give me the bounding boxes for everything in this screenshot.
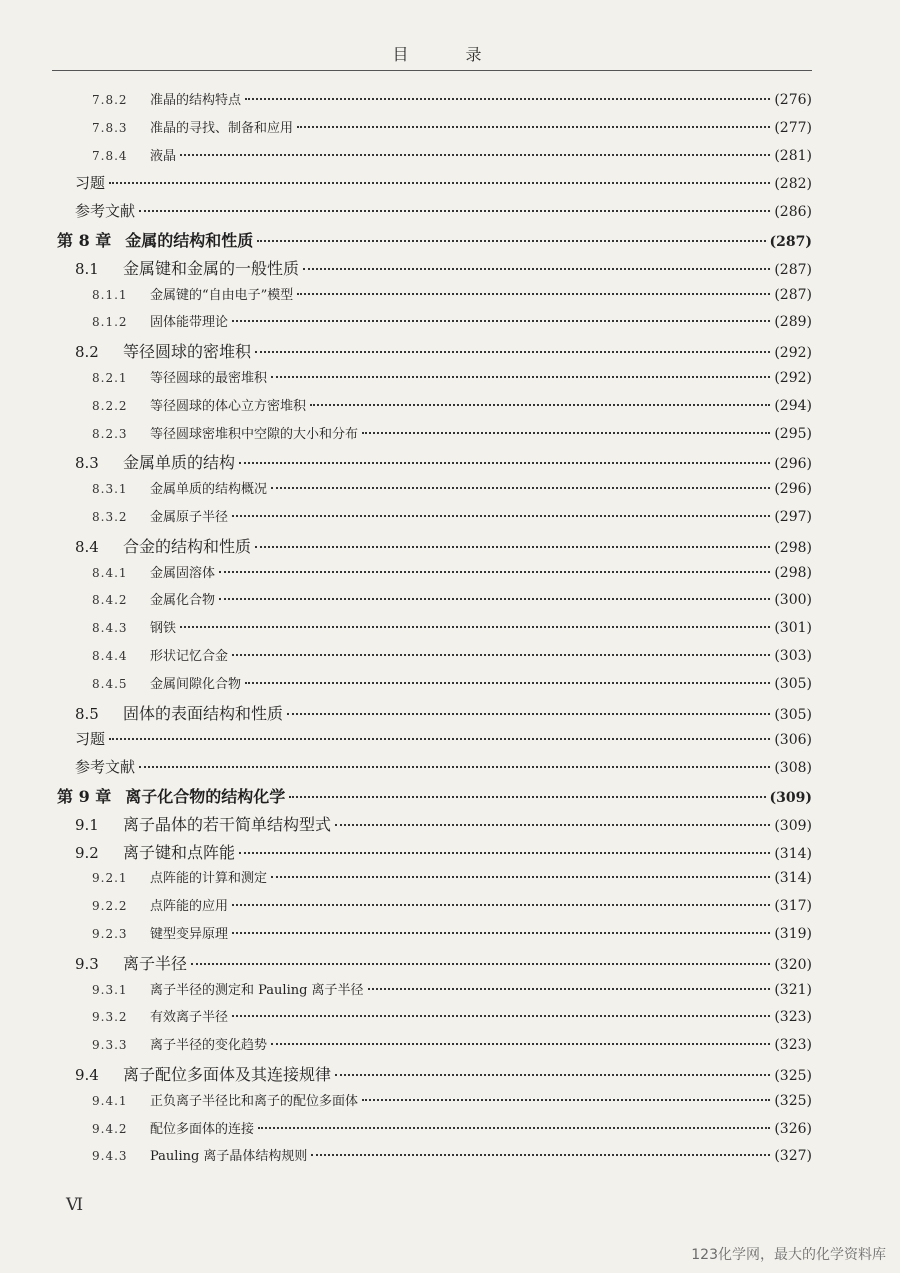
toc-entry-number: 9.4 bbox=[75, 1066, 99, 1084]
dot-leader bbox=[257, 239, 765, 242]
toc-entry bbox=[92, 979, 812, 1007]
toc-entry-number: 8.2.3 bbox=[92, 426, 128, 441]
dot-leader bbox=[245, 681, 770, 684]
toc-entry-page: (309) bbox=[769, 790, 812, 806]
toc-entry-title: 固体的表面结构和性质 bbox=[123, 703, 284, 723]
dot-leader bbox=[232, 931, 770, 934]
dot-leader bbox=[232, 653, 770, 656]
toc-entry-page: (276) bbox=[774, 92, 812, 108]
toc-entry-page: (301) bbox=[774, 620, 812, 637]
toc-entry-title: 等径圆球的体心立方密堆积 bbox=[150, 398, 307, 414]
dot-leader bbox=[239, 851, 770, 854]
toc-entry-number: 8.3.2 bbox=[92, 510, 128, 524]
toc-entry-page: (281) bbox=[774, 147, 812, 164]
toc-entry-number: 8.4.1 bbox=[92, 565, 128, 580]
toc-entry-page: (297) bbox=[774, 509, 812, 525]
toc-entry bbox=[75, 1062, 812, 1090]
toc-entry-page: (325) bbox=[774, 1068, 812, 1084]
toc-entry-title: 习题 bbox=[75, 730, 106, 749]
toc-entry-page: (305) bbox=[774, 675, 812, 692]
toc-entry-title: 金属键和金属的一般性质 bbox=[123, 258, 300, 278]
toc-entry-number: 7.8.4 bbox=[92, 148, 128, 163]
dot-leader bbox=[335, 823, 770, 826]
dot-leader bbox=[219, 570, 770, 573]
toc-entry bbox=[92, 1006, 812, 1034]
dot-leader bbox=[255, 350, 770, 353]
dot-leader bbox=[311, 1153, 770, 1156]
toc-entry bbox=[75, 840, 812, 868]
toc-entry-page: (287) bbox=[769, 234, 812, 250]
toc-entry-number: 8.1.2 bbox=[92, 315, 128, 330]
toc-entry-title: 固体能带理论 bbox=[150, 315, 229, 331]
toc-entry-page: (309) bbox=[774, 817, 812, 834]
dot-leader bbox=[232, 1014, 770, 1017]
toc-entry bbox=[75, 701, 812, 729]
toc-entry bbox=[75, 812, 812, 840]
toc-entry bbox=[92, 423, 812, 451]
toc-entry bbox=[92, 311, 812, 339]
toc-entry-title: 等径圆球的最密堆积 bbox=[150, 371, 268, 386]
toc-entry-title: 金属化合物 bbox=[150, 593, 216, 609]
toc-entry bbox=[75, 951, 812, 979]
dot-leader bbox=[109, 181, 770, 184]
dot-leader bbox=[180, 625, 770, 628]
dot-leader bbox=[335, 1073, 770, 1076]
toc-entry-page: (306) bbox=[774, 732, 812, 749]
toc-entry-page: (295) bbox=[774, 425, 812, 442]
toc-entry-number: 7.8.3 bbox=[92, 120, 128, 135]
site-watermark: 123化学网，最大的化学资料库 bbox=[691, 1247, 886, 1263]
toc-entry-page: (323) bbox=[774, 1037, 812, 1054]
toc-entry-number: 9.2.1 bbox=[92, 871, 128, 886]
toc-entry-number: 9.4.1 bbox=[92, 1093, 128, 1108]
toc-entry bbox=[92, 117, 812, 145]
toc-entry-number: 8.2.1 bbox=[92, 371, 128, 385]
dot-leader bbox=[362, 431, 770, 434]
toc-entry bbox=[92, 923, 812, 951]
toc-entry-title: 金属间隙化合物 bbox=[150, 676, 242, 692]
dot-leader bbox=[139, 209, 770, 212]
toc-entry-number: 9.3.3 bbox=[92, 1038, 128, 1053]
toc-entry-title: 液晶 bbox=[150, 148, 177, 164]
toc-entry-number: 9.2.2 bbox=[92, 899, 128, 914]
toc-entry-title: 离子半径的变化趋势 bbox=[150, 1038, 268, 1054]
toc-entry-page: (327) bbox=[774, 1148, 812, 1165]
dot-leader bbox=[362, 1098, 770, 1101]
dot-leader bbox=[180, 153, 770, 156]
toc-entry-page: (323) bbox=[774, 1009, 812, 1026]
toc-entry bbox=[92, 562, 812, 590]
toc-entry-title: 合金的结构和性质 bbox=[123, 536, 252, 556]
dot-leader bbox=[139, 765, 770, 768]
dot-leader bbox=[271, 486, 770, 489]
toc-entry-page: (321) bbox=[774, 981, 812, 998]
toc-entry-page: (286) bbox=[774, 204, 812, 221]
toc-entry bbox=[75, 450, 812, 478]
toc-entry bbox=[92, 617, 812, 645]
toc-entry-number: 8.1 bbox=[75, 259, 99, 278]
toc-entry-page: (294) bbox=[774, 397, 812, 414]
toc-entry-number: 8.4 bbox=[75, 537, 99, 556]
toc-entry-number: 8.2 bbox=[75, 343, 99, 362]
toc-entry-title: 离子配位多面体及其连接规律 bbox=[123, 1065, 332, 1084]
dot-leader bbox=[303, 267, 770, 270]
toc-entry-number: 9.4.3 bbox=[92, 1149, 128, 1164]
dot-leader bbox=[219, 597, 770, 600]
toc-entry-page: (314) bbox=[774, 845, 812, 862]
toc-entry-page: (298) bbox=[774, 539, 812, 556]
dot-leader bbox=[245, 97, 770, 100]
toc-entry-title: 离子半径 bbox=[123, 953, 188, 973]
toc-entry-number: 8.4.3 bbox=[92, 621, 128, 636]
toc-entry-number: 9.4.2 bbox=[92, 1121, 128, 1136]
toc-entry-page: (289) bbox=[774, 314, 812, 331]
toc-entry-number: 8.4.2 bbox=[92, 593, 128, 608]
toc-entry bbox=[92, 1090, 812, 1118]
toc-entry-page: (305) bbox=[774, 706, 812, 723]
dot-leader bbox=[232, 319, 770, 322]
toc-entry bbox=[92, 145, 812, 173]
toc-entry-title: 等径圆球密堆积中空隙的大小和分布 bbox=[150, 426, 359, 442]
toc-entry-number: 8.3.1 bbox=[92, 482, 128, 497]
toc-entry bbox=[75, 339, 812, 367]
toc-entry bbox=[92, 673, 812, 701]
header-rule bbox=[52, 70, 812, 71]
toc-entry bbox=[92, 895, 812, 923]
toc-entry-page: (303) bbox=[774, 648, 812, 664]
toc-entry bbox=[92, 1145, 812, 1173]
toc-entry bbox=[75, 200, 812, 228]
toc-entry-page: (314) bbox=[774, 870, 812, 887]
page-folio: Ⅵ bbox=[66, 1195, 84, 1215]
toc-entry bbox=[92, 1034, 812, 1062]
toc-entry-title: 正负离子半径比和离子的配位多面体 bbox=[150, 1093, 359, 1109]
toc-entry-title: 点阵能的应用 bbox=[150, 899, 229, 915]
toc-entry-title: 键型变异原理 bbox=[150, 927, 229, 942]
toc-entry bbox=[92, 89, 812, 117]
toc-entry bbox=[92, 1118, 812, 1146]
toc-entry bbox=[92, 367, 812, 395]
toc-entry bbox=[92, 478, 812, 506]
dot-leader bbox=[368, 987, 771, 990]
toc-entry bbox=[92, 867, 812, 895]
dot-leader bbox=[271, 875, 770, 878]
toc-entry-page: (282) bbox=[774, 176, 812, 193]
toc-entry-title: 参考文献 bbox=[75, 202, 136, 221]
dot-leader bbox=[287, 712, 770, 715]
dot-leader bbox=[109, 737, 770, 740]
toc-entry-title: 习题 bbox=[75, 174, 106, 193]
toc-entry-title: 点阵能的计算和测定 bbox=[150, 871, 268, 887]
toc-entry-page: (308) bbox=[774, 760, 812, 777]
toc-entry-title: 金属单质的结构概况 bbox=[150, 482, 268, 498]
dot-leader bbox=[255, 545, 770, 548]
toc-entry-page: (325) bbox=[774, 1092, 812, 1109]
toc-entry-title: 等径圆球的密堆积 bbox=[123, 342, 252, 362]
dot-leader bbox=[297, 125, 770, 128]
toc-entry-number: 9.3.1 bbox=[92, 982, 128, 997]
toc-entry-title: 金属原子半径 bbox=[150, 510, 229, 525]
toc-entry-title: Pauling 离子晶体结构规则 bbox=[150, 1149, 308, 1165]
toc-entry bbox=[92, 589, 812, 617]
toc-entry-title: 离子半径的测定和 Pauling 离子半径 bbox=[150, 982, 364, 998]
toc-entry-number: 8.4.4 bbox=[92, 649, 128, 663]
toc-entry bbox=[92, 284, 812, 312]
toc-entry-page: (320) bbox=[774, 956, 812, 973]
dot-leader bbox=[239, 461, 770, 464]
dot-leader bbox=[289, 795, 765, 798]
toc-entry-number: 9.1 bbox=[75, 815, 99, 834]
toc-entry-title: 配位多面体的连接 bbox=[150, 1121, 255, 1137]
toc-entry-title: 金属键的“自由电子”模型 bbox=[150, 287, 294, 303]
toc-entry-title: 金属固溶体 bbox=[150, 565, 216, 581]
toc-entry-page: (292) bbox=[774, 370, 812, 386]
toc-entry-page: (287) bbox=[774, 286, 812, 303]
dot-leader bbox=[297, 292, 770, 295]
toc-entry-title: 离子化合物的结构化学 bbox=[125, 787, 286, 806]
dot-leader bbox=[310, 403, 770, 406]
toc-entry-page: (319) bbox=[774, 926, 812, 942]
toc-entry-number: 8.1.1 bbox=[92, 287, 128, 302]
toc-entry bbox=[75, 256, 812, 284]
toc-entry-number: 9.2 bbox=[75, 843, 99, 862]
toc-entry-page: (326) bbox=[774, 1120, 812, 1137]
toc-entry-number: 8.2.2 bbox=[92, 398, 128, 413]
dot-leader bbox=[191, 962, 770, 965]
toc-entry-page: (317) bbox=[774, 898, 812, 915]
toc-entry-page: (292) bbox=[774, 345, 812, 362]
toc-entry-number: 8.5 bbox=[75, 704, 99, 723]
toc-entry-page: (300) bbox=[774, 592, 812, 609]
dot-leader bbox=[271, 1042, 770, 1045]
toc-entry-title: 离子晶体的若干简单结构型式 bbox=[123, 814, 332, 834]
toc-entry-title: 参考文献 bbox=[75, 758, 136, 777]
toc-entry-title: 金属的结构和性质 bbox=[125, 231, 254, 250]
toc-entry bbox=[92, 506, 812, 534]
toc-entry-number: 8.3 bbox=[75, 454, 99, 473]
toc-entry-page: (296) bbox=[774, 456, 812, 473]
toc-entry-number: 9.3 bbox=[75, 954, 99, 973]
toc-entry bbox=[75, 172, 812, 200]
dot-leader bbox=[271, 375, 770, 378]
toc-entry bbox=[75, 756, 812, 784]
dot-leader bbox=[232, 514, 770, 517]
toc-entry bbox=[75, 728, 812, 756]
toc-entry-title: 准晶的寻找、制备和应用 bbox=[150, 120, 294, 136]
toc-entry-number: 9.3.2 bbox=[92, 1010, 128, 1025]
toc-entry bbox=[92, 645, 812, 673]
toc-entry bbox=[75, 534, 812, 562]
toc-entry-title: 离子键和点阵能 bbox=[123, 842, 236, 862]
toc-entry-title: 钢铁 bbox=[150, 621, 177, 637]
toc-entry-title: 形状记忆合金 bbox=[150, 649, 229, 664]
toc-entry bbox=[57, 784, 812, 812]
toc-entry-title: 有效离子半径 bbox=[150, 1010, 229, 1026]
toc-entry-page: (277) bbox=[774, 119, 812, 136]
toc-entry-number: 第 8 章 bbox=[57, 231, 112, 250]
toc-entry-title: 金属单质的结构 bbox=[123, 453, 236, 473]
page-header-title: 目 录 bbox=[392, 45, 508, 64]
toc-entry-number: 9.2.3 bbox=[92, 927, 128, 941]
toc-entry bbox=[92, 395, 812, 423]
toc-entry-number: 第 9 章 bbox=[57, 787, 112, 806]
toc-entry-page: (298) bbox=[774, 564, 812, 581]
toc-entry-number: 7.8.2 bbox=[92, 93, 128, 107]
toc-entry-title: 准晶的结构特点 bbox=[150, 93, 242, 108]
toc-entry bbox=[57, 228, 812, 256]
dot-leader bbox=[232, 903, 770, 906]
toc-entry-page: (296) bbox=[774, 481, 812, 498]
toc-entry-number: 8.4.5 bbox=[92, 676, 128, 691]
dot-leader bbox=[258, 1126, 770, 1129]
toc-entry-page: (287) bbox=[774, 261, 812, 278]
